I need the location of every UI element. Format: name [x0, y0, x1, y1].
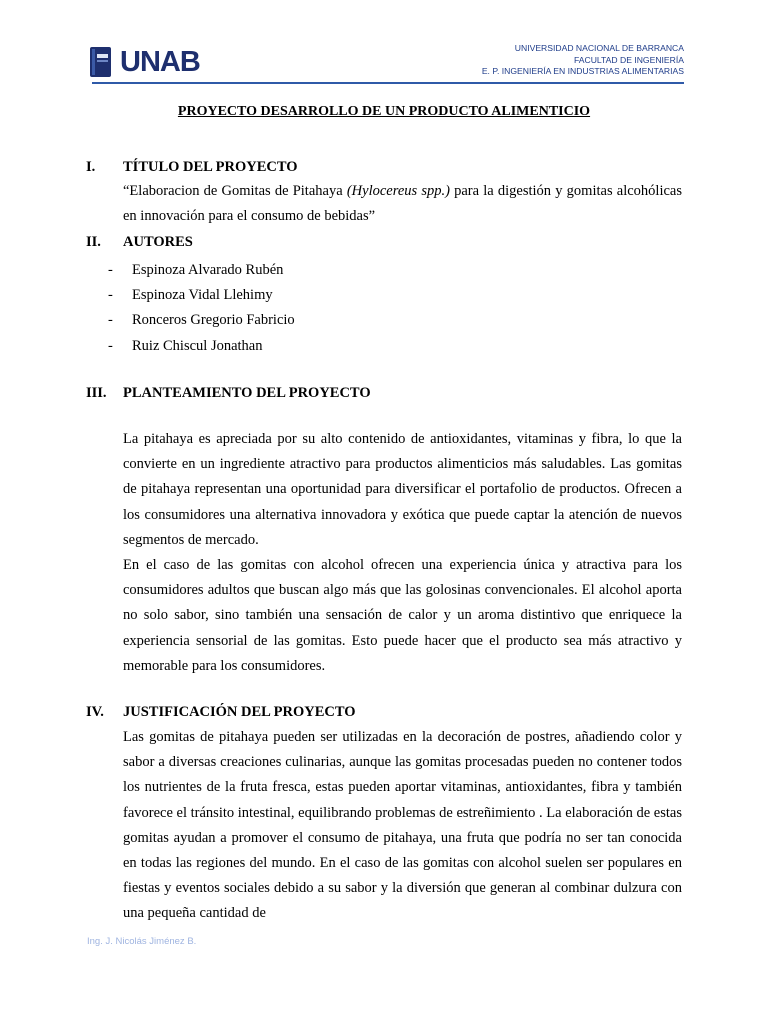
- author-name: Espinoza Vidal Llehimy: [132, 287, 273, 304]
- university-name: UNIVERSIDAD NACIONAL DE BARRANCA: [514, 43, 684, 53]
- section-2-number: II.: [86, 234, 101, 250]
- page-footer: Ing. J. Nicolás Jiménez B.: [87, 936, 197, 947]
- document-title: PROYECTO DESARROLLO DE UN PRODUCTO ALIMENTICIO: [177, 104, 591, 119]
- author-name: Ronceros Gregorio Fabricio: [132, 312, 295, 329]
- paragraph: La pitahaya es apreciada por su alto contenido de antioxidantes, vitaminas y fibra, lo que la convierte en un ingrediente atractivo para productos alimenticios más saludables. Las gomitas de pitahaya representan una oportunidad para diversificar el portafolio de productos. Ofrecen a los consumidores una alternativa innovadora y exótica que puede captar la atención de nuevos segmentos de mercado.: [123, 431, 682, 548]
- list-item: - Ronceros Gregorio Fabricio: [108, 308, 295, 333]
- paragraph: En el caso de las gomitas con alcohol ofrecen una experiencia única y atractiva para los consumidores adultos que buscan algo más que las golosinas convencionales. El alcohol aporta no solo sabor, sino también una sensación de calor y un aroma distintivo que enriquece la experiencia sensorial de las gomitas. Esto puede hacer que el producto sea más atractivo y memorable para los consumidores.: [123, 557, 682, 674]
- school-name: E. P. INGENIERÍA EN INDUSTRIAS ALIMENTARIAS: [481, 66, 684, 76]
- unab-logo: [88, 46, 200, 78]
- page-header: [88, 42, 684, 86]
- list-item: - Ruiz Chiscul Jonathan: [108, 334, 295, 359]
- institution-block: [482, 43, 684, 78]
- section-4-body: [123, 725, 682, 927]
- section-1-title: TÍTULO DEL PROYECTO: [123, 159, 298, 175]
- section-3-body: [123, 427, 682, 679]
- section-3-title: PLANTEAMIENTO DEL PROYECTO: [123, 385, 371, 401]
- list-item: - Espinoza Vidal Llehimy: [108, 283, 295, 308]
- list-item: - Espinoza Alvarado Rubén: [108, 258, 295, 283]
- faculty-name: FACULTAD DE INGENIERÍA: [574, 54, 684, 65]
- project-title-text: [123, 179, 682, 229]
- section-2-title: AUTORES: [123, 234, 193, 250]
- author-name: Espinoza Alvarado Rubén: [132, 262, 284, 278]
- author-name: Ruiz Chiscul Jonathan: [132, 337, 263, 354]
- project-title-part-2: para la digestión y gomitas alcohólicas en innovación para el consumo de bebidas”: [123, 183, 682, 225]
- logo-text: UNAB: [120, 46, 200, 78]
- header-divider: [92, 82, 684, 84]
- book-icon: [88, 46, 114, 78]
- project-title-part-1: “Elaboracion de Gomitas de Pitahaya: [123, 183, 347, 199]
- section-1-number: I.: [86, 159, 96, 175]
- authors-list: [108, 258, 295, 359]
- paragraph: Las gomitas de pitahaya pueden ser utilizadas en la decoración de postres, añadiendo color y sabor a diversas creaciones culinarias, aunque las gomitas procesadas pueden no contener todos los nutrientes de la fruta fresca, estas pueden aportar vitaminas, antioxidantes, fibra y también favorece el tránsito intestinal, equilibrando problemas de estreñimiento . La elaboración de estas gomitas ayudan a promover el consumo de pitahaya, una fruta que podría no ser tan conocida en todas las regiones del mundo. En el caso de las gomitas con alcohol suelen ser populares en fiestas y eventos sociales debido a su sabor y la diversión que generan al combinar dulzura con una pequeña cantidad de: [123, 729, 682, 922]
- section-4-title: JUSTIFICACIÓN DEL PROYECTO: [123, 704, 356, 720]
- section-4-number: IV.: [86, 704, 104, 720]
- section-3-number: III.: [86, 385, 107, 401]
- scientific-name: (Hylocereus spp.): [346, 183, 450, 199]
